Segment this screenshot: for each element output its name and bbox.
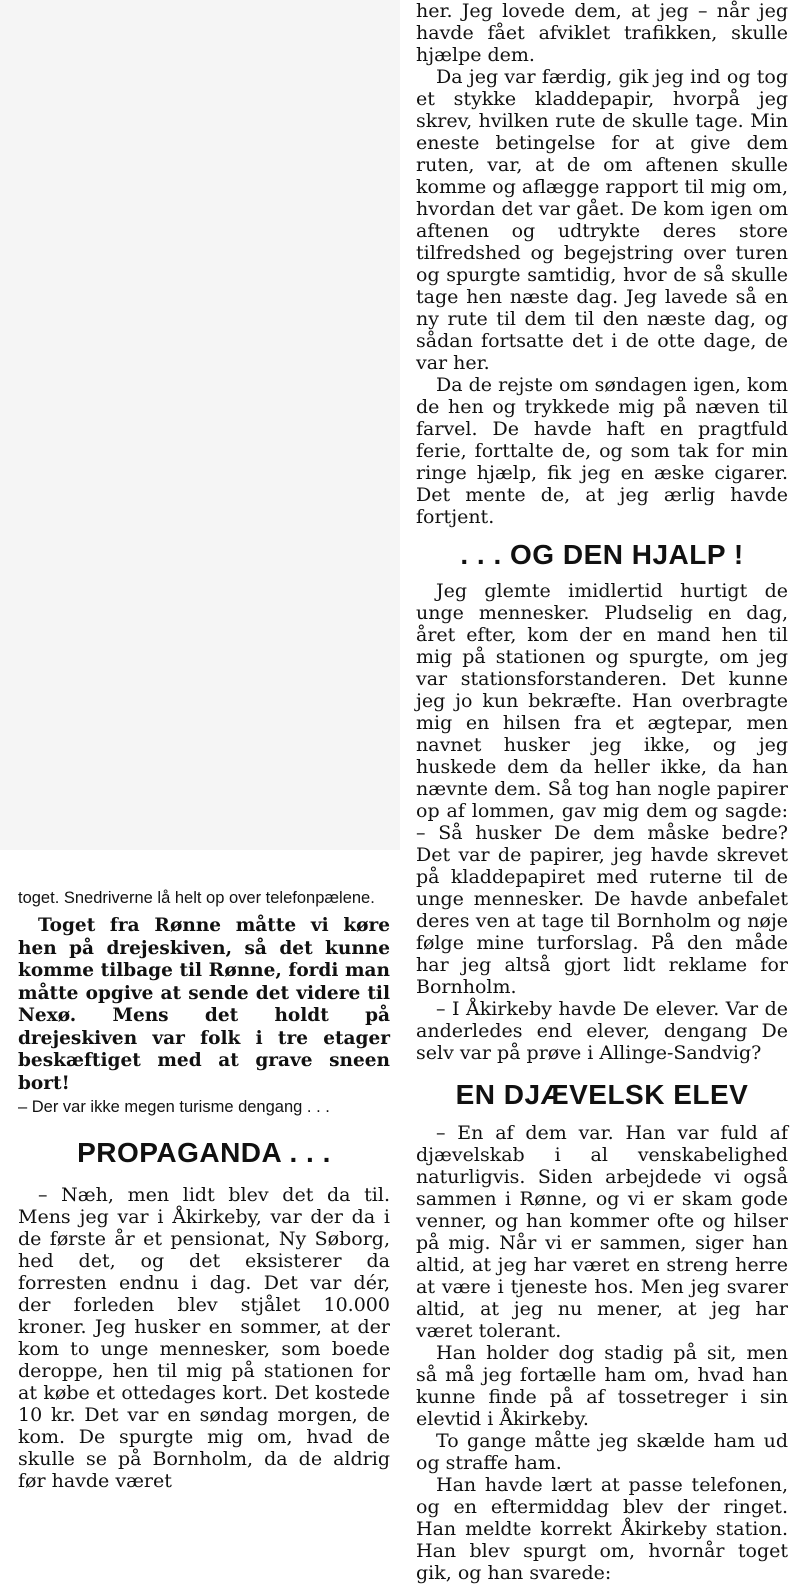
paragraph: – Der var ikke megen turisme dengang . . .: [18, 1098, 330, 1116]
bold-paragraph: Toget fra Rønne måtte vi køre hen på drejeskiven, så det kunne komme tilbage til Rønne, fordi man måtte opgive at sende det videre til Nexø. Mens det holdt på drejeskiven var folk i tre etager beskæftiget med at grave sneen bort!: [18, 915, 390, 1094]
paragraph: Da jeg var færdig, gik jeg ind og tog et stykke kladdepapir, hvorpå jeg skrev, hvilken rute de skulle tage. Min eneste betingelse for at give dem ruten, var, at de om aftenen skulle komme og aflægge rapport til mig om, hvordan det var gået. De kom igen om aftenen og udtrykte deres store tilfredshed og begejstring over turen og spurgte samtidig, hvor de så skulle tage hen næste dag. Jeg lavede så en ny rute til dem til den næste dag, og sådan fortsatte det i de otte dage, de var her.: [416, 66, 788, 374]
section-heading: . . . OG DEN HJALP !: [460, 539, 744, 570]
right-column: [416, 0, 788, 1584]
section-heading: PROPAGANDA . . .: [77, 1137, 331, 1168]
paragraph: Han holder dog stadig på sit, men så må jeg fortælle ham om, hvad han kunne finde på af tossetreger i sin elevtid i Åkirkeby.: [416, 1342, 788, 1430]
paragraph: Da de rejste om søndagen igen, kom de hen og trykkede mig på næven til farvel. De havde haft en pragtfuld ferie, forttalte de, og som tak for min ringe hjælp, fik jeg en æske cigarer. Det mente de, at jeg ærlig havde fortjent.: [416, 374, 788, 528]
paragraph: toget. Snedriverne lå helt op over telefonpælene.: [18, 889, 375, 907]
paragraph: Han havde lært at passe telefonen, og en eftermiddag blev der ringet. Han meldte korrekt Åkirkeby station. Han blev spurgt om, hvornår toget gik, og han svarede:: [416, 1474, 788, 1584]
image-placeholder-area: [0, 0, 400, 850]
paragraph: her. Jeg lovede dem, at jeg – når jeg havde fået afviklet trafikken, skulle hjælpe dem.: [416, 0, 788, 66]
paragraph: To gange måtte jeg skælde ham ud og straffe ham.: [416, 1430, 788, 1474]
paragraph: – En af dem var. Han var fuld af djævelskab i al venskabelighed naturligvis. Siden arbejdede vi også sammen i Rønne, og vi er skam gode venner, og han kommer ofte og hilser på mig. Når vi er sammen, siger han altid, at jeg har været en streng herre at være i tjeneste hos. Men jeg svarer altid, at jeg nu mener, at jeg har været tolerant.: [416, 1122, 788, 1342]
section-heading: EN DJÆVELSK ELEV: [455, 1079, 749, 1110]
paragraph: – I Åkirkeby havde De elever. Var de anderledes end elever, dengang De selv var på prøve i Allinge-Sandvig?: [416, 998, 788, 1064]
left-column: [18, 888, 390, 1492]
paragraph: Jeg glemte imidlertid hurtigt de unge mennesker. Pludselig en dag, året efter, kom der en mand hen til mig på stationen og spurgte, om jeg var stationsforstanderen. Det kunne jeg jo kun bekræfte. Han overbragte mig en hilsen fra et ægtepar, men navnet husker jeg ikke, og jeg huskede dem da heller ikke, da han nævnte dem. Så tog han nogle papirer op af lommen, gav mig dem og sagde: – Så husker De dem måske bedre? Det var de papirer, jeg havde skrevet på kladdepapiret med ruterne til de unge mennesker. De havde anbefalet deres ven at tage til Bornholm og nøje følge mine turforslag. På den måde har jeg altså gjort lidt reklame for Bornholm.: [416, 580, 788, 998]
paragraph: – Næh, men lidt blev det da til. Mens jeg var i Åkirkeby, var der da i de første år et pensionat, Ny Søborg, hed det, og det eksisterer da forresten endnu i dag. Det var dér, der forleden blev stjålet 10.000 kroner. Jeg husker en sommer, at der kom to unge mennesker, som boede deroppe, hen til mig på stationen for at købe et ottedages kort. Det kostede 10 kr. Det var en søndag morgen, de kom. De spurgte mig om, hvad de skulle se på Bornholm, da de aldrig før havde været: [18, 1184, 390, 1492]
